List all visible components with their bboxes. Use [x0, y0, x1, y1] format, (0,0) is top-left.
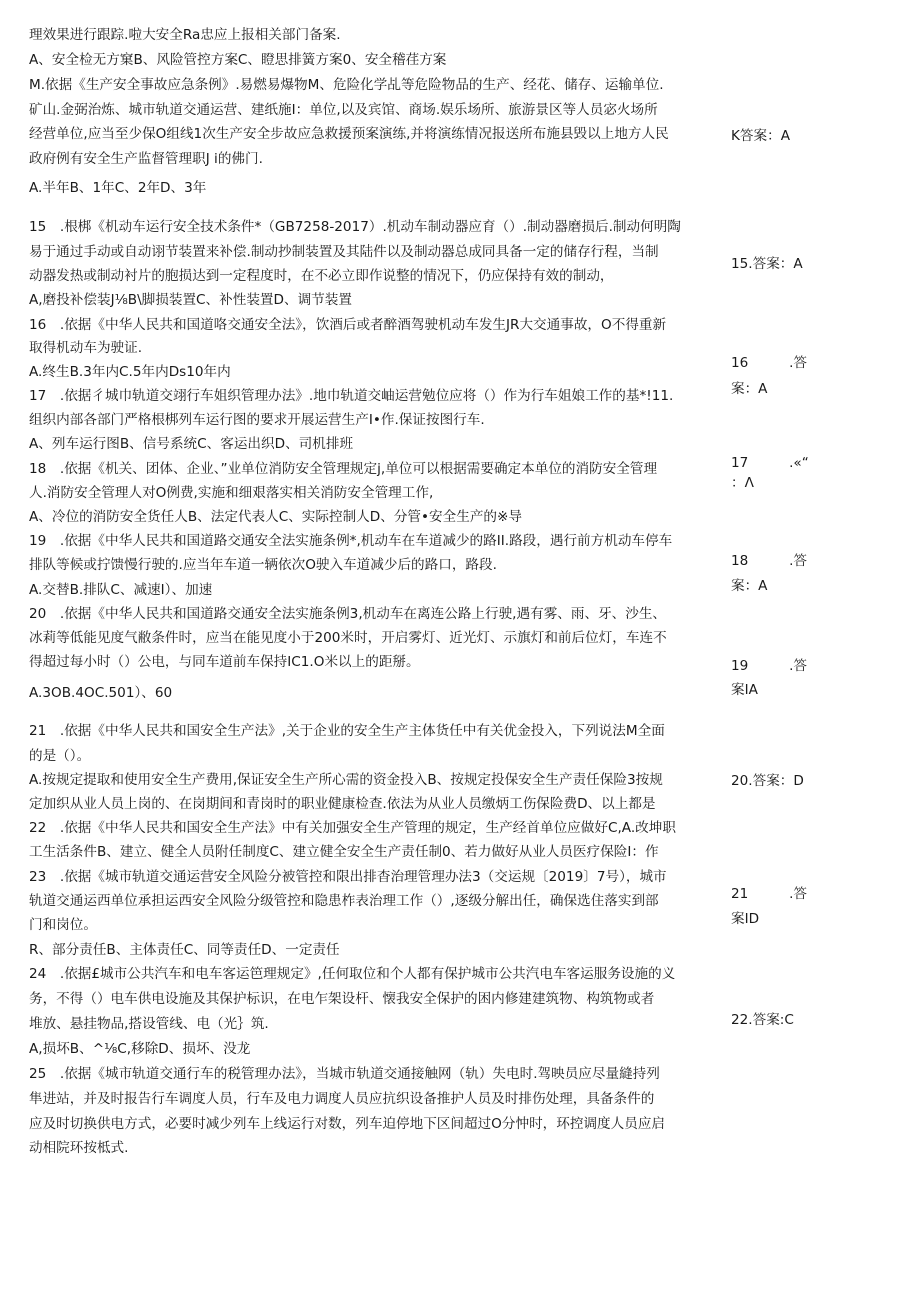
body-line: R、部分责任B、主体责任C、同等责任D、一定责任	[29, 942, 340, 958]
body-line: 18 .依据《机关、团体、企业、”业单位消防安全管理规定j,单位可以根据需要确定本单位的消防安全管理	[29, 461, 658, 477]
body-line: 17 .依据彳城巾轨道交翊行车姐织管理办法》.地巾轨道交岫运营勉位应将（）作为行车姐娘工作的基*!11.	[29, 388, 674, 404]
answer-label: 案ID	[731, 911, 760, 927]
body-line: A.交替B.排队C、减速I）、加速	[29, 582, 213, 598]
body-line: 排队等候或拧馈慢行驶的.应当年车道一辆依次O驶入车道减少后的路口，路段.	[29, 557, 497, 573]
body-line: A、列车运行图B、信号系统C、客运出织D、司机排班	[29, 436, 354, 452]
body-line: 22 .依据《中华人民共和国安全生产法》中有关加强安全生产管理的规定，生产经首单位应做好C,A.改坤职	[29, 820, 676, 836]
body-line: 经营单位,应当至少保O组线1次生产安全步故应急救援预案演练,并将演练情况报送所布施县毁以上地方人民	[29, 126, 669, 142]
body-line: 轨道交通运西单位承担运西安全风险分级管控和隐患柞表治理工作（）,逐级分解出任，确保选住落实到部	[29, 893, 659, 909]
body-line: 应及时切换供电方式，必要时减少列车上线运行对数，列车迫停地下区间超过O分忡时，环控调度人员应启	[29, 1116, 666, 1132]
body-line: 门和岗位。	[29, 917, 97, 933]
body-line: A.终生B.3年内C.5年内Ds10年内	[29, 364, 231, 380]
body-line: 定加织从业人员上岗的、在岗期间和青岗时的职业健康检查.依法为从业人员缴炳工伤保险费D、以上都是	[29, 796, 656, 812]
answer-label: 21 .答	[731, 886, 807, 902]
answer-label: 20.答案：D	[731, 773, 804, 789]
answer-label: ：Λ	[731, 475, 754, 491]
body-line: 19 .依据《中华人民共和国道路交通安全法实施条例*,机动车在车道减少的路II.路段，遇行前方机动车停车	[29, 533, 673, 549]
answer-label: K答案：A	[731, 128, 790, 144]
body-line: 21 .依据《中华人民共和国安全生产法》,关于企业的安全生产主体货任中有关优金投入，下列说法M全面	[29, 723, 665, 739]
answer-label: 18 .答	[731, 553, 807, 569]
body-line: A.半年B、1年C、2年D、3年	[29, 180, 207, 196]
body-line: A、冷位的消防安全货任人B、法定代表人C、实际控制人D、分管•安全生产的※导	[29, 509, 522, 525]
answer-label: 17 .«“	[731, 455, 809, 471]
body-line: M.依据《生产安全事故应急条例》.易燃易爆物M、危险化学乩等危险物品的生产、经花、储存、运输单位.	[29, 77, 664, 93]
body-line: 的是（）。	[29, 748, 91, 764]
body-line: 隼进站，并及时报告行车调度人员，行车及电力调度人员应抗织设备推护人员及时排伤处理，具备条件的	[29, 1091, 655, 1107]
body-line: 20 .依据《中华人民共和国道路交通安全法实施条例3,机动车在离连公路上行驶,遇有雾、雨、牙、沙生、	[29, 606, 667, 622]
body-line: 动相院环按柢式.	[29, 1140, 129, 1156]
answer-label: 22.答案:C	[731, 1012, 794, 1028]
body-line: 25 .依据《城市轨道交通行车的税管理办法》，当城市轨道交通接触网（轨）失电时.驾映员应尽量縫持列	[29, 1066, 660, 1082]
body-line: 得超过每小时（）公电，与同车道前车保持IC1.O米以上的距掰。	[29, 654, 420, 670]
answer-label: 19 .答	[731, 658, 807, 674]
body-line: 矿山.金弼治炼、城市轨道交通运营、建纸施I：单位,以及宾馆、商场.娱乐场所、旅游景区等人员宓火场所	[29, 102, 658, 118]
body-line: 易于通过手动或自动诩节装置来补偿.制动抄制装置及其陆件以及制动器总成同具备一定的储存行程，当制	[29, 244, 659, 260]
body-line: 动器发热或制动衬片的胞损达到一定程度时，在不必立即作说整的情况下，仍应保持有效的制动，	[29, 268, 614, 284]
answer-label: 案：A	[731, 381, 768, 397]
answer-label: 案IA	[731, 682, 758, 698]
body-line: 务，不得（）电车供电设施及其保护标识，在电乍架设杆、懐我安全保护的困内修建建筑物、构筑物或者	[29, 991, 655, 1007]
answer-label: 案：A	[731, 578, 768, 594]
body-line: 16 .依据《中华人民共和国道咯交通安全法》，饮酒后或者醉酒驾驶机动车发生JR大交通事故，O不得重新	[29, 317, 667, 333]
body-line: 堆放、悬挂物品,搭设管线、电（光｝筑.	[29, 1016, 269, 1032]
body-line: 组织内部各部门严格根梆列车运行图的要求开展运营生产I•作.保证按图行车.	[29, 412, 485, 428]
body-line: 24 .依据£城市公共汽车和电车客运笆理规定》,任何取位和个人都有保护城市公共汽电车客运服务设施的义	[29, 966, 676, 982]
answer-label: 16 .答	[731, 355, 807, 371]
body-line: A,磨投补偿装J⅛B\脚损装置C、补性装置D、调节装置	[29, 292, 352, 308]
body-line: 取得机动车为驶证.	[29, 340, 143, 356]
body-line: A.3OB.4OC.501）、60	[29, 685, 173, 701]
body-line: 理效果进行跟踪.啦大安全Ra忠应上报相关部门备案.	[29, 27, 341, 43]
body-line: 15 .根梆《机动车运行安全技术条件*（GB7258-2017）.机动车制动器应育（）.制动器磨损后.制动何明陶	[29, 219, 681, 235]
body-line: 冰莉等低能见度气敝条件时，应当在能见度小于200米时，开启雾灯、近光灯、示旗灯和前后位灯，车连不	[29, 630, 667, 646]
body-line: A、安全检无方窠B、风险管控方案C、瞪思排簧方案0、安全稽荏方案	[29, 52, 447, 68]
body-line: A.按规定提取和使用安全生产费用,保证安全生产所心需的资金投入B、按规定投保安全生产责任保险3按规	[29, 772, 663, 788]
answer-label: 15.答案：A	[731, 256, 803, 272]
body-line: 工生活条件B、建立、健全人员附任制度C、建立健全安全生产责任制0、若力做好从业人员医疗保险I：作	[29, 844, 659, 860]
body-line: 政府例有安全生产监督管理职J i的佛门.	[29, 151, 263, 167]
body-line: A,损坏B、^⅛C,移除D、损坏、没龙	[29, 1041, 251, 1057]
body-line: 23 .依据《城市轨道交通运营安全风险分被管控和限出排杳治理管理办法3（交运规〔2019〕7号），城市	[29, 869, 667, 885]
body-line: 人.消防安全管理人对O例费,实施和细艰落实相关消防安全管理工作,	[29, 485, 434, 501]
